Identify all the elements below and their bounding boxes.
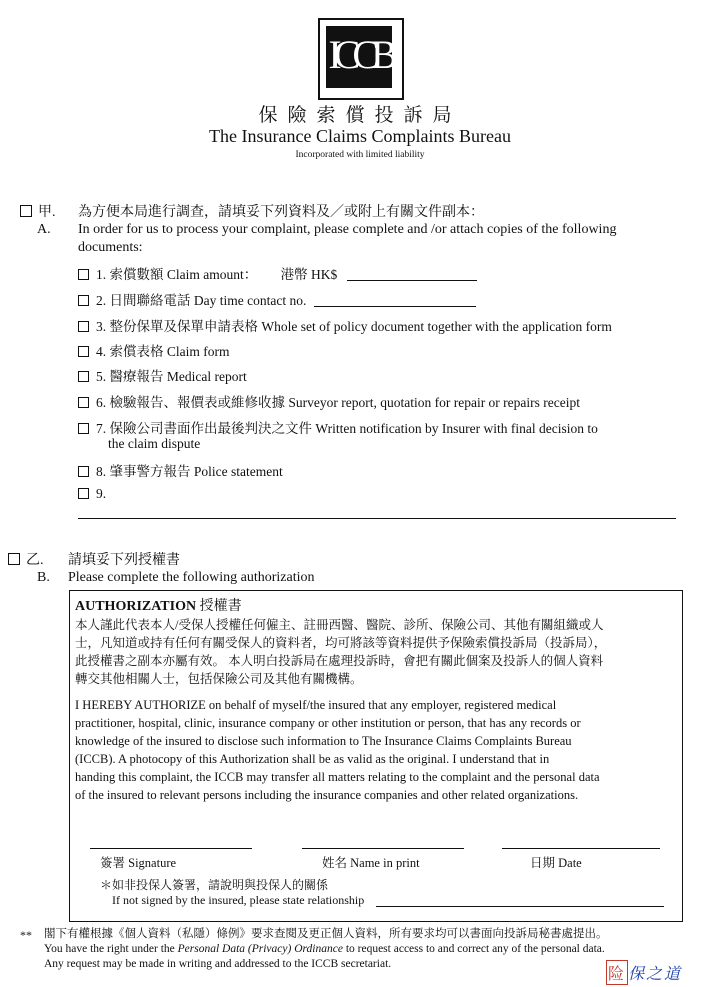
checkbox[interactable] <box>20 205 32 217</box>
section-b-label: 乙. <box>26 553 44 568</box>
title-chinese: 保險索償投訴局 <box>258 105 462 126</box>
section-a-intro-en-2: documents: <box>78 240 143 255</box>
watermark-text: 保之道 <box>628 966 683 983</box>
authorization-zh <box>75 616 677 688</box>
ordinance-name: Personal Data (Privacy) Ordinance <box>177 943 343 955</box>
privacy-text: to request access to and correct any of the personal data. <box>342 943 605 955</box>
checklist-item-4[interactable] <box>78 340 230 360</box>
item-label: 8. 肇事警方報告 Police statement <box>96 464 283 479</box>
zh-line: 士，凡知道或持有任何有關受保人的資料者，均可將該等資料提供予保險索償投訴局（投訴局）， <box>75 636 607 650</box>
checkbox[interactable] <box>78 466 89 477</box>
en-line: I HEREBY AUTHORIZE on behalf of myself/the insured that any employer, registered medical <box>75 698 557 712</box>
checkbox[interactable] <box>8 553 20 565</box>
zh-line: 此授權書之副本亦屬有效。 本人明白投訴局在處理投訴時，會把有關此個案及投訴人的個人資料 <box>75 654 604 668</box>
checkbox[interactable] <box>78 295 89 306</box>
section-a-intro-zh: 為方便本局進行調查，請填妥下列資料及／或附上有關文件副本： <box>78 205 484 220</box>
auth-title-en: AUTHORIZATION <box>75 599 197 614</box>
footnote-marker: ** <box>20 928 32 942</box>
iccb-logo <box>318 18 404 100</box>
section-a-label: 甲. <box>38 205 56 220</box>
signature-field[interactable] <box>90 848 252 849</box>
authorization-en <box>75 696 677 804</box>
relationship-note-zh: ＊如非投保人簽署，請說明與投保人的關係 <box>100 878 329 892</box>
auth-title-zh: 授權書 <box>199 599 242 614</box>
section-b-letter: B. <box>37 570 50 585</box>
subtitle: Incorporated with limited liability <box>295 150 425 160</box>
item-label: 2. 日間聯絡電話 Day time contact no. <box>96 293 307 308</box>
checklist-item-9[interactable] <box>78 486 106 502</box>
checkbox[interactable] <box>78 423 89 434</box>
checkbox[interactable] <box>78 269 89 280</box>
date-label: 日期 Date <box>530 856 582 870</box>
item-label: 7. 保險公司書面作出最後判決之文件 Written notification by Insurer with final decision to <box>96 421 598 436</box>
checklist-item-8[interactable] <box>78 460 283 480</box>
date-field[interactable] <box>502 848 660 849</box>
checkbox[interactable] <box>78 346 89 357</box>
watermark <box>606 960 682 985</box>
en-line: (ICCB). A photocopy of this Authorization shall be as valid as the original. I understand that in <box>75 752 550 766</box>
zh-line: 轉交其他相關人士，包括保險公司及其他有關機構。 <box>75 672 363 686</box>
contact-number-field[interactable] <box>314 294 476 307</box>
item-label: 5. 醫療報告 Medical report <box>96 369 247 384</box>
privacy-note <box>44 927 694 972</box>
section-b-intro-zh: 請填妥下列授權書 <box>68 553 180 568</box>
item-label: 4. 索償表格 Claim form <box>96 344 230 359</box>
checklist-item-2[interactable] <box>78 289 476 309</box>
name-field[interactable] <box>302 848 464 849</box>
section-a-letter: A. <box>37 222 51 237</box>
authorization-title <box>75 595 242 615</box>
section-a-marker[interactable] <box>20 201 56 221</box>
signature-label: 簽署 Signature <box>100 856 177 870</box>
checkbox[interactable] <box>78 488 89 499</box>
item-label: 6. 檢驗報告、報價表或維修收據 Surveyor report, quotation for repair or repairs receipt <box>96 395 581 410</box>
relationship-field[interactable] <box>376 906 664 907</box>
en-line: knowledge of the insured to disclose such information to The Insurance Claims Complaints Bureau <box>75 734 572 748</box>
checkbox[interactable] <box>78 321 89 332</box>
watermark-badge: 险 <box>606 960 628 985</box>
logo-text: ICCB <box>326 26 392 88</box>
checklist-item-5[interactable] <box>78 365 247 385</box>
section-b-intro-en: Please complete the following authorization <box>68 570 315 585</box>
item-label: 3. 整份保單及保單申請表格 Whole set of policy document together with the application form <box>96 319 612 334</box>
name-label: 姓名 Name in print <box>322 856 420 870</box>
zh-line: 本人謹此代表本人/受保人授權任何僱主、註冊西醫、醫院、診所、保險公司、其他有關組織或人 <box>75 618 604 632</box>
en-line: practitioner, hospital, clinic, insurance company or other institution or person, that has any records or <box>75 716 581 730</box>
currency-label: 港幣 HK$ <box>280 267 338 282</box>
checkbox[interactable] <box>78 397 89 408</box>
claim-amount-field[interactable] <box>347 268 477 281</box>
checklist-item-7-cont: the claim dispute <box>108 436 201 451</box>
section-b-marker[interactable] <box>8 549 44 569</box>
privacy-note-en-2: Any request may be made in writing and addressed to the ICCB secretariat. <box>44 958 392 970</box>
relationship-note-en: If not signed by the insured, please state relationship <box>112 893 365 907</box>
checklist-item-7[interactable] <box>78 417 598 437</box>
checklist-item-6[interactable] <box>78 391 580 411</box>
section-a-intro-en-1: In order for us to process your complaint, please complete and /or attach copies of the following <box>78 222 617 237</box>
en-line: of the insured to relevant persons including the insurance companies and other related organizations. <box>75 788 579 802</box>
en-line: handing this complaint, the ICCB may transfer all matters relating to the complaint and the personal data <box>75 770 600 784</box>
checklist-item-3[interactable] <box>78 315 612 335</box>
item-9-line[interactable] <box>78 518 676 519</box>
checkbox[interactable] <box>78 371 89 382</box>
privacy-note-en-1 <box>44 942 694 957</box>
item-label: 9. <box>96 486 107 501</box>
title-english: The Insurance Claims Complaints Bureau <box>209 126 511 146</box>
item-label: 1. 索償數額 Claim amount： <box>96 267 258 282</box>
privacy-text: You have the right under the <box>44 943 178 955</box>
privacy-note-zh: 閣下有權根據《個人資料（私隱）條例》要求查閱及更正個人資料，所有要求均可以書面向投訴局秘書處提出。 <box>44 928 608 940</box>
checklist-item-1[interactable] <box>78 263 477 283</box>
